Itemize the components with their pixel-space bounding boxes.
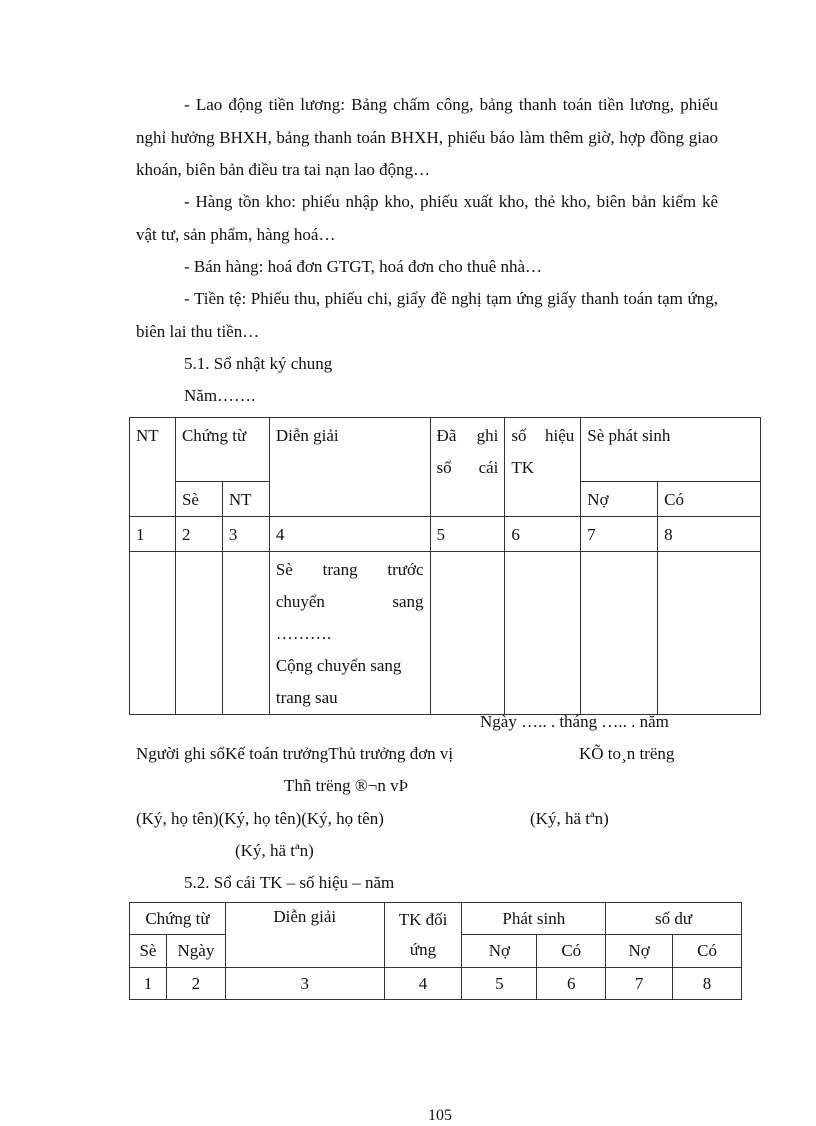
header-credit: Có bbox=[658, 482, 761, 517]
body-cell bbox=[130, 552, 176, 715]
column-number: 4 bbox=[384, 968, 462, 1000]
column-number: 3 bbox=[225, 968, 384, 1000]
header-arising: Phát sinh bbox=[462, 903, 606, 935]
header-posted: Đã ghi sổ cái bbox=[430, 418, 505, 517]
section1-heading: 5.1. Sổ nhật ký chung bbox=[184, 354, 333, 373]
column-number: 5 bbox=[430, 517, 505, 552]
header-debit: Nợ bbox=[462, 935, 537, 968]
column-number: 1 bbox=[130, 968, 167, 1000]
column-number: 1 bbox=[130, 517, 176, 552]
body-line: Sè trang trước chuyển sang bbox=[275, 560, 424, 611]
column-number: 5 bbox=[462, 968, 537, 1000]
header-nt: NT bbox=[130, 418, 176, 517]
paragraph-labor: - Lao động tiền lương: Bảng chấm công, bảng thanh toán tiền lương, phiếu nghỉ hưởng BHXH, bảng thanh toán BHXH, phiếu báo làm thêm giờ, hợp đồng giao khoán, biên bản điều tra tai nạn lao động… bbox=[136, 95, 718, 179]
column-number: 3 bbox=[222, 517, 269, 552]
header-account: số hiệu TK bbox=[505, 418, 581, 517]
body-cell bbox=[175, 552, 222, 715]
ledger-table bbox=[129, 902, 742, 1000]
header-voucher: Chứng từ bbox=[175, 418, 269, 482]
header-debit: Nợ bbox=[581, 482, 658, 517]
column-number: 8 bbox=[673, 968, 742, 1000]
header-voucher-no: Sè bbox=[130, 935, 167, 968]
body-cell bbox=[222, 552, 269, 715]
body-line: ………. bbox=[275, 624, 332, 643]
column-number: 8 bbox=[658, 517, 761, 552]
paragraph-inventory: - Hàng tồn kho: phiếu nhập kho, phiếu xuất kho, thẻ kho, biên bản kiểm kê vật tư, sản phẩm, hàng hoá… bbox=[136, 192, 718, 244]
header-description: Diễn giải bbox=[269, 418, 430, 517]
paragraph-currency: - Tiền tệ: Phiếu thu, phiếu chi, giấy đề nghị tạm ứng giấy thanh toán tạm ứng, biên lai thu tiền… bbox=[136, 289, 718, 341]
header-voucher-date: Ngày bbox=[166, 935, 225, 968]
column-number: 2 bbox=[166, 968, 225, 1000]
signer-line: Người ghi sổKế toán trưởngThủ trưởng đơn vị bbox=[136, 744, 454, 763]
garbled-sign: (Ký, hä tªn) bbox=[530, 809, 609, 828]
header-credit: Có bbox=[537, 935, 606, 968]
body-description bbox=[269, 552, 430, 715]
paragraph-sales: - Bán hàng: hoá đơn GTGT, hoá đơn cho thuê nhà… bbox=[184, 257, 543, 276]
header-voucher-no: Sè bbox=[175, 482, 222, 517]
date-line: Ngày ….. . tháng ….. . năm bbox=[480, 712, 669, 731]
garbled-title-2: Thñ trëng ®¬n vÞ bbox=[284, 776, 409, 795]
header-voucher-date: NT bbox=[222, 482, 269, 517]
body-cell bbox=[581, 552, 658, 715]
header-description: Diễn giải bbox=[225, 903, 384, 968]
header-contra-account: TK đối ứng bbox=[384, 903, 462, 968]
column-number: 6 bbox=[505, 517, 581, 552]
body-cell bbox=[658, 552, 761, 715]
journal-table bbox=[129, 417, 761, 715]
column-number: 6 bbox=[537, 968, 606, 1000]
garbled-sign-2: (Ký, hä tªn) bbox=[235, 841, 314, 860]
header-balance-credit: Có bbox=[673, 935, 742, 968]
header-amount: Sè phát sinh bbox=[581, 418, 761, 482]
column-number: 7 bbox=[581, 517, 658, 552]
column-number: 2 bbox=[175, 517, 222, 552]
body-cell bbox=[505, 552, 581, 715]
body-line: Cộng chuyển sang trang sau bbox=[275, 656, 402, 707]
header-balance-debit: Nợ bbox=[606, 935, 673, 968]
section2-heading: 5.2. Sổ cái TK – số hiệu – năm bbox=[184, 873, 395, 892]
body-cell bbox=[430, 552, 505, 715]
column-number: 4 bbox=[269, 517, 430, 552]
section1-year: Năm……. bbox=[184, 386, 256, 405]
garbled-title: KÕ to¸n trëng bbox=[579, 744, 675, 763]
page-number: 105 bbox=[428, 1107, 452, 1124]
sign-line: (Ký, họ tên)(Ký, họ tên)(Ký, họ tên) bbox=[136, 809, 384, 828]
column-number: 7 bbox=[606, 968, 673, 1000]
header-balance: số dư bbox=[606, 903, 742, 935]
header-voucher: Chứng từ bbox=[130, 903, 226, 935]
